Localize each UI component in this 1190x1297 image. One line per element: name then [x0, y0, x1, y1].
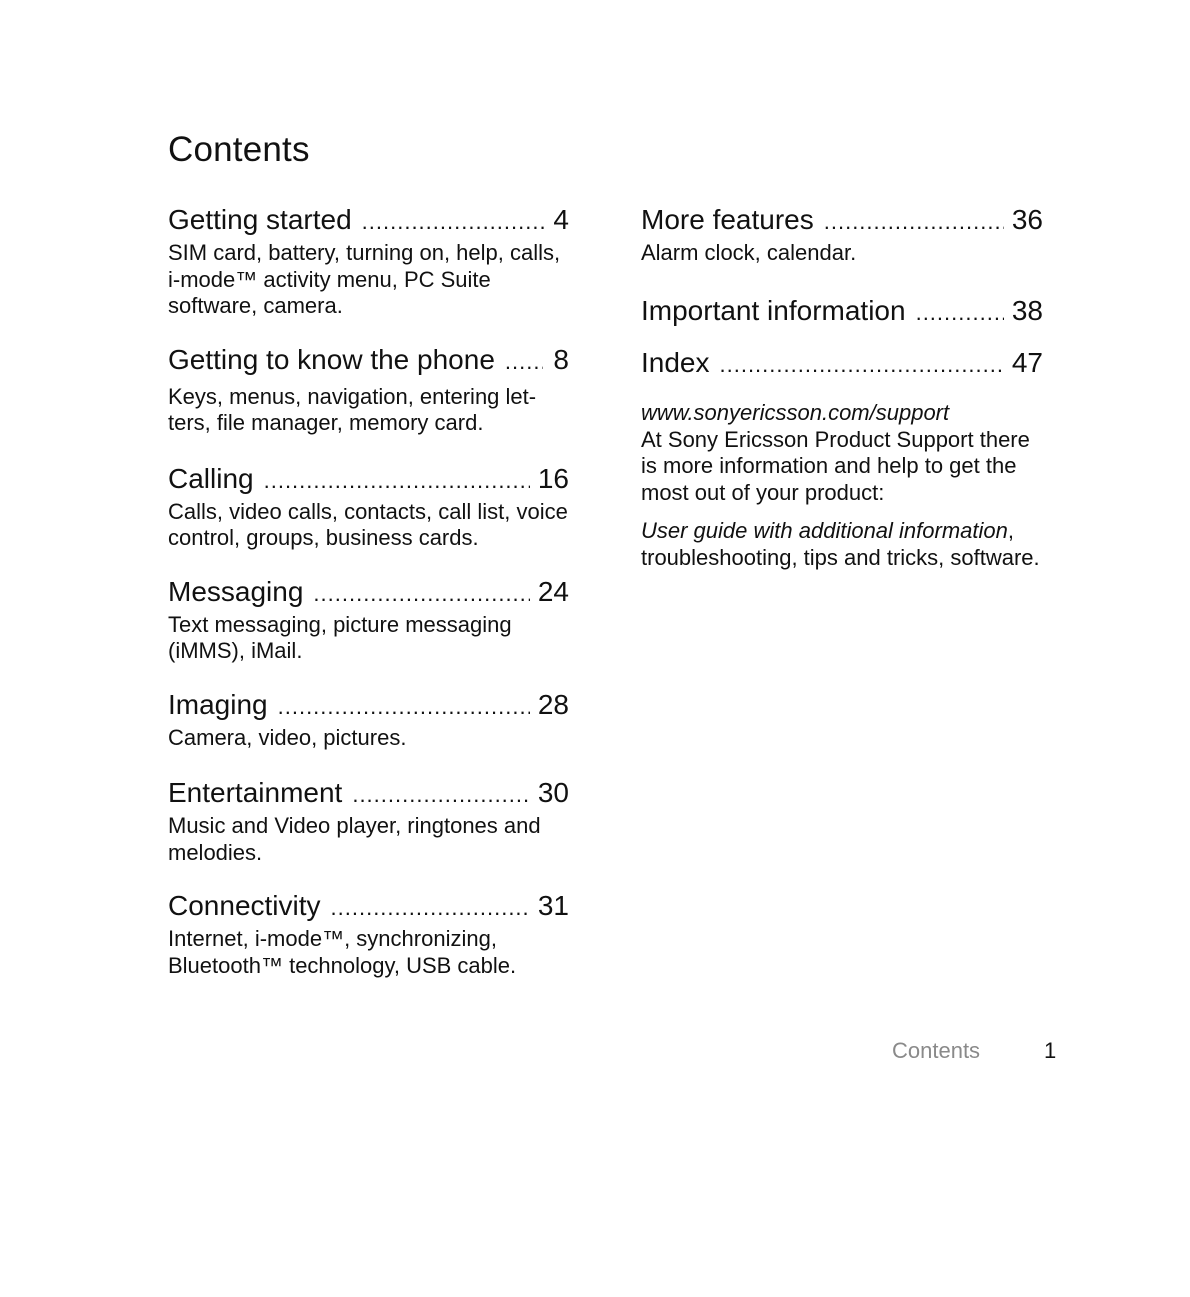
- dot-leader: [313, 574, 529, 614]
- entry-page-number: 30: [537, 777, 569, 808]
- entry-page-number: 38: [1011, 294, 1043, 326]
- dot-leader: [331, 888, 530, 928]
- dot-leader: [278, 687, 530, 727]
- support-url-link[interactable]: www.sonyericsson.com/support: [641, 399, 950, 425]
- toc-entry-getting-to-know[interactable]: [168, 340, 569, 437]
- page-footer: [892, 1037, 1060, 1065]
- contents-left-column: [168, 200, 569, 979]
- entry-description: Text messaging, picture messaging (iMMS), iMail.: [168, 611, 512, 663]
- toc-entry-connectivity[interactable]: [168, 886, 569, 979]
- support-guide-rest: , troubleshooting, tips and tricks, software.: [641, 518, 1040, 570]
- dot-leader: [824, 202, 1004, 242]
- entry-description: SIM card, battery, turning on, help, calls, i-mode™ activity menu, PC Suite software, camera.: [168, 240, 561, 318]
- entry-title: Getting to know the phone: [168, 343, 495, 375]
- support-guide-text: [641, 518, 1043, 571]
- entry-title: More features: [641, 204, 814, 235]
- entry-title: Messaging: [168, 575, 304, 607]
- entry-page-number: 24: [537, 575, 569, 607]
- dot-leader: [362, 202, 546, 242]
- entry-description: Keys, menus, navigation, entering let-ters, file manager, memory card.: [168, 383, 537, 435]
- entry-title: Entertainment: [168, 777, 343, 808]
- entry-page-number: 47: [1011, 346, 1043, 378]
- dot-leader: [352, 775, 530, 815]
- page-number: 1: [1044, 1038, 1057, 1063]
- toc-entry-getting-started[interactable]: [168, 200, 569, 320]
- entry-description: Camera, video, pictures.: [168, 724, 407, 750]
- toc-entry-important-information[interactable]: [641, 291, 1043, 333]
- toc-entry-calling[interactable]: [168, 459, 569, 552]
- entry-page-number: 4: [553, 204, 569, 235]
- support-block: [641, 399, 1043, 572]
- page-title: Contents: [168, 130, 310, 169]
- entry-page-number: 8: [553, 343, 569, 375]
- entry-title: Important information: [641, 294, 906, 326]
- entry-title: Calling: [168, 462, 254, 494]
- entry-description: Internet, i-mode™, synchronizing, Bluetooth™ technology, USB cable.: [168, 926, 517, 978]
- toc-entry-imaging[interactable]: [168, 685, 569, 752]
- footer-section-label: Contents: [892, 1038, 981, 1063]
- dot-leader: [505, 342, 544, 382]
- entry-page-number: 36: [1011, 204, 1043, 235]
- contents-right-column: [641, 200, 1043, 571]
- entry-description: Calls, video calls, contacts, call list, voice control, groups, business cards.: [168, 498, 568, 550]
- dot-leader: [720, 345, 1004, 385]
- toc-entry-messaging[interactable]: [168, 572, 569, 665]
- entry-description: Music and Video player, ringtones and melodies.: [168, 813, 541, 865]
- entry-page-number: 16: [537, 462, 569, 494]
- entry-title: Index: [641, 346, 710, 378]
- dot-leader: [916, 293, 1004, 333]
- entry-page-number: 31: [537, 890, 569, 921]
- dot-leader: [264, 461, 530, 501]
- entry-title: Imaging: [168, 688, 268, 720]
- entry-description: Alarm clock, calendar.: [641, 240, 857, 265]
- toc-entry-more-features[interactable]: [641, 200, 1043, 267]
- entry-title: Getting started: [168, 204, 352, 235]
- toc-entry-entertainment[interactable]: [168, 773, 569, 866]
- user-guide-phrase: User guide with additional information: [641, 518, 1008, 543]
- toc-entry-index[interactable]: [641, 343, 1043, 385]
- entry-page-number: 28: [537, 688, 569, 720]
- entry-title: Connectivity: [168, 890, 321, 921]
- support-text: At Sony Ericsson Product Support there is more information and help to get the most out of your product:: [641, 426, 1030, 505]
